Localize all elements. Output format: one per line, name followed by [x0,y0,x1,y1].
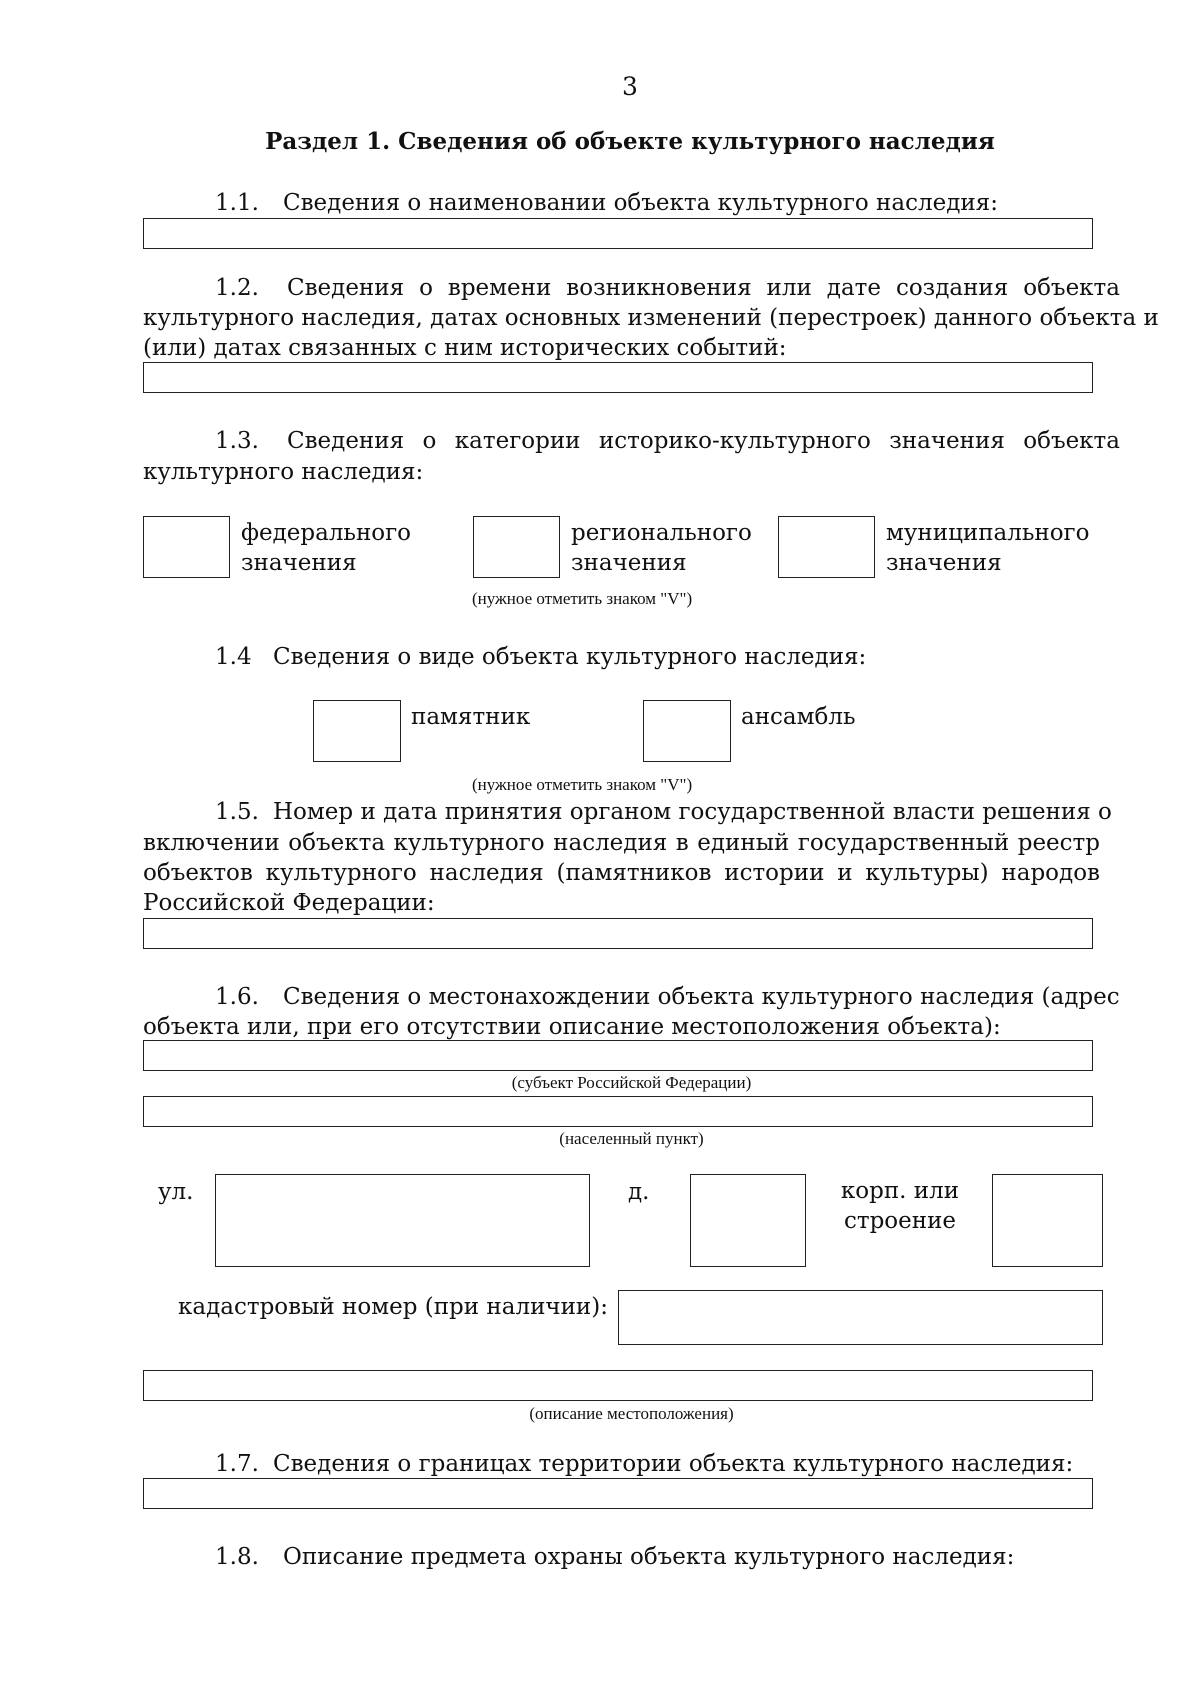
municipal-label: муниципального значения [886,520,1090,576]
section-1-3-line2: культурного наследия: [143,459,424,485]
location-caption: (описание местоположения) [529,1404,734,1423]
section-1-4-heading [215,642,866,672]
dates-field[interactable] [143,362,1093,393]
section-text: Сведения о виде объекта культурного наследия: [273,644,867,670]
section-number: 1.7. [215,1451,259,1477]
monument-label: памятник [411,704,531,730]
section-1-2-line3: (или) датах связанных с ним исторических событий: [143,335,787,361]
regional-checkbox[interactable] [473,516,560,578]
section-number: 1.4 [215,644,252,670]
section-1-5-line4: Российской Федерации: [143,890,435,916]
house-label: д. [628,1179,650,1205]
page-number: 3 [622,72,638,101]
section-1-2-line2: культурного наследия, датах основных изменений (перестроек) данного объекта и [143,305,1159,331]
section-1-6-line2: объекта или, при его отсутствии описание местоположения объекта): [143,1014,1001,1040]
monument-checkbox[interactable] [313,700,401,762]
name-field[interactable] [143,218,1093,249]
mark-note: (нужное отметить знаком "V") [472,589,693,608]
section-number: 1.2. [215,275,259,301]
building-label: корп. или строение [840,1178,960,1234]
mark-note: (нужное отметить знаком "V") [472,775,693,794]
street-field[interactable] [215,1174,590,1267]
section-number: 1.6. [215,984,259,1010]
section-text: Сведения о местонахождении объекта культурного наследия (адрес [283,984,1120,1010]
locality-caption: (населенный пункт) [559,1129,704,1148]
registry-decision-field[interactable] [143,918,1093,949]
cadastral-label: кадастровый номер (при наличии): [178,1294,608,1320]
ensemble-checkbox[interactable] [643,700,731,762]
federal-label: федерального значения [241,520,412,576]
section-title: Раздел 1. Сведения об объекте культурного наследия [265,128,995,155]
cadastral-field[interactable] [618,1290,1103,1345]
regional-label: регионального значения [571,520,752,576]
section-text: Сведения о категории историко-культурного значения объекта [287,428,1120,454]
subject-field[interactable] [143,1040,1093,1071]
section-text: Сведения о времени возникновения или дате создания объекта [287,275,1120,301]
section-1-5-line3: объектов культурного наследия (памятников истории и культуры) народов [143,860,1100,886]
section-1-5-line2: включении объекта культурного наследия в единый государственный реестр [143,830,1100,856]
section-1-3-line1 [215,426,1120,456]
section-number: 1.5. [215,799,259,825]
section-1-5-line1 [215,797,1112,827]
house-field[interactable] [690,1174,806,1267]
territory-field[interactable] [143,1478,1093,1509]
section-text: Сведения о границах территории объекта культурного наследия: [273,1451,1074,1477]
section-1-8-heading [215,1542,1014,1572]
section-1-1-heading [215,188,998,218]
section-number: 1.1. [215,190,259,216]
building-field[interactable] [992,1174,1103,1267]
section-1-6-line1 [215,982,1120,1012]
locality-field[interactable] [143,1096,1093,1127]
location-description-field[interactable] [143,1370,1093,1401]
section-number: 1.3. [215,428,259,454]
section-text: Сведения о наименовании объекта культурного наследия: [283,190,998,216]
section-1-7-heading [215,1449,1073,1479]
federal-checkbox[interactable] [143,516,230,578]
section-1-2-line1 [215,273,1120,303]
section-text: Описание предмета охраны объекта культурного наследия: [283,1544,1015,1570]
subject-caption: (субъект Российской Федерации) [511,1073,752,1092]
ensemble-label: ансамбль [741,704,856,730]
section-number: 1.8. [215,1544,259,1570]
section-text: Номер и дата принятия органом государственной власти решения о [273,799,1112,825]
municipal-checkbox[interactable] [778,516,875,578]
street-label: ул. [158,1179,194,1205]
